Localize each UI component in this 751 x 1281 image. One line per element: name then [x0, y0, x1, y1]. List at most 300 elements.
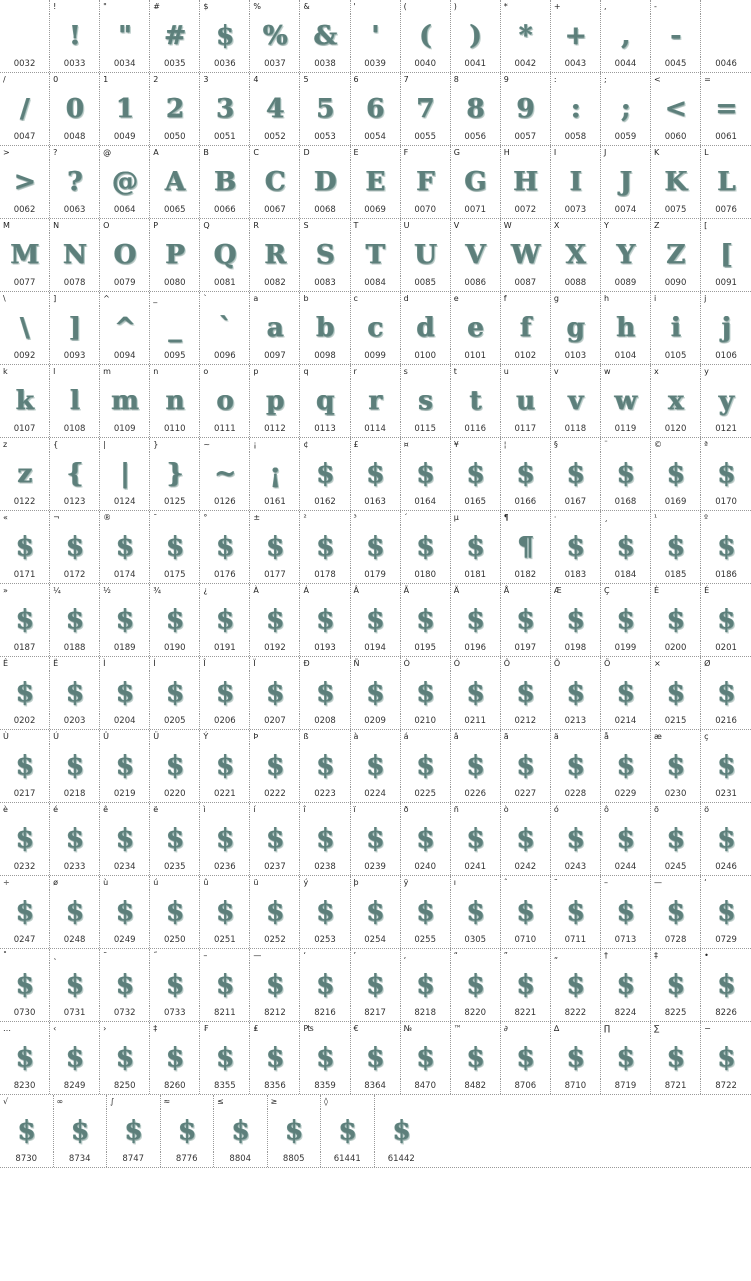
- char-code: 0079: [113, 278, 136, 288]
- charmap-cell-glyph[interactable]: [50, 379, 100, 422]
- charmap-cell-glyph[interactable]: [501, 744, 551, 787]
- charmap-cell-glyph[interactable]: [200, 14, 250, 57]
- charmap-cell-code: [351, 641, 401, 656]
- charmap-cell-char: [551, 730, 601, 744]
- char-code: 8250: [113, 1081, 136, 1091]
- charmap-cell-glyph[interactable]: [351, 963, 401, 1006]
- charmap-cell-glyph[interactable]: [250, 598, 300, 641]
- charmap-cell-glyph[interactable]: [401, 1036, 451, 1079]
- char-preview: ý: [303, 878, 309, 887]
- charmap-cell-glyph[interactable]: [701, 87, 751, 130]
- charmap-cell-glyph[interactable]: [200, 671, 250, 714]
- glyph-render: ¶: [517, 531, 534, 562]
- charmap-cell-glyph[interactable]: [200, 890, 250, 933]
- charmap-cell-glyph[interactable]: [401, 14, 451, 57]
- charmap-cell-glyph[interactable]: [551, 379, 601, 422]
- charmap-cell-glyph[interactable]: [601, 160, 651, 203]
- char-code: 0126: [214, 497, 236, 507]
- charmap-cell-glyph[interactable]: [601, 1036, 651, 1079]
- charmap-cell-glyph[interactable]: [100, 963, 150, 1006]
- glyph-render: $: [392, 1115, 410, 1146]
- charmap-cell-glyph[interactable]: [0, 87, 50, 130]
- charmap-cell-glyph[interactable]: [701, 233, 751, 276]
- charmap-cell-char: [501, 438, 551, 452]
- charmap-cell-glyph[interactable]: [100, 525, 150, 568]
- charmap-cell-glyph[interactable]: [200, 306, 250, 349]
- charmap-cell-glyph[interactable]: [651, 890, 701, 933]
- charmap-cell-glyph[interactable]: [451, 14, 501, 57]
- charmap-cell-glyph[interactable]: [651, 160, 701, 203]
- charmap-cell-glyph[interactable]: [150, 744, 200, 787]
- charmap-cell-glyph[interactable]: [250, 890, 300, 933]
- charmap-cell-glyph[interactable]: [0, 598, 50, 641]
- char-preview: Ò: [403, 659, 410, 668]
- charmap-cell-glyph[interactable]: [300, 1036, 350, 1079]
- charmap-cell-glyph[interactable]: [250, 744, 300, 787]
- charmap-cell-glyph[interactable]: [701, 598, 751, 641]
- charmap-cell-glyph[interactable]: [100, 233, 150, 276]
- charmap-cell-glyph[interactable]: [100, 160, 150, 203]
- char-code: 0044: [614, 59, 637, 69]
- charmap-cell-glyph[interactable]: [401, 452, 451, 495]
- glyph-render: i: [671, 312, 680, 343]
- charmap-cell-glyph[interactable]: [351, 306, 401, 349]
- charmap-cell-glyph[interactable]: [501, 379, 551, 422]
- charmap-cell-glyph[interactable]: [501, 160, 551, 203]
- charmap-cell-glyph[interactable]: [551, 1036, 601, 1079]
- charmap-cell-glyph[interactable]: [300, 671, 350, 714]
- charmap-cell-glyph[interactable]: [250, 963, 300, 1006]
- charmap-cell-code: [150, 933, 200, 948]
- charmap-cell-glyph[interactable]: [250, 452, 300, 495]
- char-preview: €: [353, 1024, 359, 1033]
- charmap-cell-glyph[interactable]: [100, 817, 150, 860]
- charmap-cell-glyph[interactable]: [501, 14, 551, 57]
- charmap-cell-glyph[interactable]: [651, 671, 701, 714]
- charmap-cell-glyph[interactable]: [701, 14, 751, 57]
- glyph-render: $: [416, 969, 434, 1000]
- glyph-render: =: [715, 93, 737, 124]
- charmap-cell-glyph[interactable]: [50, 890, 100, 933]
- charmap-cell-glyph[interactable]: [250, 306, 300, 349]
- charmap-cell-glyph[interactable]: [161, 1109, 215, 1152]
- charmap-cell-glyph[interactable]: [601, 890, 651, 933]
- char-code: 0179: [364, 570, 386, 580]
- charmap-cell-glyph[interactable]: [0, 744, 50, 787]
- charmap-cell-glyph[interactable]: [451, 525, 501, 568]
- charmap-cell-glyph[interactable]: [551, 671, 601, 714]
- char-code: 0202: [13, 716, 36, 726]
- charmap-cell-glyph[interactable]: [375, 1109, 429, 1152]
- charmap-cell-glyph[interactable]: [451, 598, 501, 641]
- glyph-render: $: [66, 750, 84, 781]
- charmap-cell-glyph[interactable]: [601, 452, 651, 495]
- charmap-cell-glyph[interactable]: [200, 452, 250, 495]
- char-preview: ‘: [704, 878, 707, 887]
- charmap-cell-glyph[interactable]: [701, 452, 751, 495]
- charmap-cell-char: [551, 146, 601, 160]
- charmap-cell-glyph[interactable]: [651, 963, 701, 1006]
- charmap-cell-code: [501, 495, 551, 510]
- charmap-cell-glyph[interactable]: [501, 1036, 551, 1079]
- charmap-cell-glyph[interactable]: [0, 1036, 50, 1079]
- charmap-cell-glyph[interactable]: [0, 963, 50, 1006]
- charmap-cell-glyph[interactable]: [351, 525, 401, 568]
- charmap-cell-glyph[interactable]: [0, 160, 50, 203]
- charmap-cell-char: [150, 1022, 200, 1036]
- charmap-cell-glyph[interactable]: [250, 671, 300, 714]
- charmap-cell-glyph[interactable]: [701, 306, 751, 349]
- charmap-cell-glyph[interactable]: [551, 744, 601, 787]
- charmap-cell-glyph[interactable]: [651, 87, 701, 130]
- charmap-cell-code: [501, 860, 551, 875]
- charmap-cell-glyph[interactable]: [651, 233, 701, 276]
- charmap-cell-glyph[interactable]: [401, 306, 451, 349]
- charmap-cell-glyph[interactable]: [701, 379, 751, 422]
- charmap-cell-glyph[interactable]: [50, 744, 100, 787]
- charmap-cell-glyph[interactable]: [200, 744, 250, 787]
- charmap-cell-glyph[interactable]: [351, 379, 401, 422]
- charmap-cell-glyph[interactable]: [150, 963, 200, 1006]
- charmap-cell-glyph[interactable]: [651, 452, 701, 495]
- charmap-cell-glyph[interactable]: [250, 87, 300, 130]
- charmap-cell-glyph[interactable]: [100, 379, 150, 422]
- charmap-cell-char: [451, 1022, 501, 1036]
- charmap-cell-glyph[interactable]: [50, 963, 100, 1006]
- charmap-cell-glyph[interactable]: [250, 160, 300, 203]
- charmap-cell-glyph[interactable]: [501, 233, 551, 276]
- charmap-cell-glyph[interactable]: [250, 1036, 300, 1079]
- glyph-render: o: [216, 385, 234, 416]
- charmap-cell-glyph[interactable]: [0, 306, 50, 349]
- charmap-cell-glyph[interactable]: [50, 1036, 100, 1079]
- charmap-cell-glyph[interactable]: [351, 160, 401, 203]
- charmap-cell-glyph[interactable]: [150, 306, 200, 349]
- char-code: 0060: [664, 132, 687, 142]
- charmap-cell-glyph[interactable]: [100, 306, 150, 349]
- charmap-cell-glyph[interactable]: [701, 817, 751, 860]
- char-preview: ª: [704, 440, 708, 449]
- charmap-cell-glyph[interactable]: [451, 379, 501, 422]
- charmap-cell-glyph[interactable]: [701, 744, 751, 787]
- charmap-cell-char: [250, 584, 300, 598]
- charmap-cell-glyph[interactable]: [200, 1036, 250, 1079]
- char-code: 0224: [364, 789, 386, 799]
- charmap-cell-glyph[interactable]: [501, 452, 551, 495]
- charmap-cell-glyph[interactable]: [100, 890, 150, 933]
- charmap-cell-glyph[interactable]: [551, 306, 601, 349]
- charmap-cell-code: [551, 495, 601, 510]
- charmap-cell-glyph[interactable]: [0, 525, 50, 568]
- charmap-cell-glyph[interactable]: [300, 160, 350, 203]
- charmap-cell-glyph[interactable]: [300, 233, 350, 276]
- charmap-cell-glyph[interactable]: [551, 598, 601, 641]
- charmap-cell-glyph[interactable]: [50, 14, 100, 57]
- charmap-cell-glyph[interactable]: [250, 817, 300, 860]
- charmap-cell-glyph[interactable]: [200, 598, 250, 641]
- charmap-cell-glyph[interactable]: [651, 379, 701, 422]
- charmap-cell-glyph[interactable]: [551, 525, 601, 568]
- charmap-cell-glyph[interactable]: [200, 379, 250, 422]
- charmap-cell-glyph[interactable]: [501, 890, 551, 933]
- charmap-cell-glyph[interactable]: [150, 525, 200, 568]
- charmap-cell-glyph[interactable]: [501, 525, 551, 568]
- charmap-cell-glyph[interactable]: [651, 525, 701, 568]
- charmap-cell-glyph[interactable]: [50, 160, 100, 203]
- charmap-cell-glyph[interactable]: [401, 744, 451, 787]
- charmap-cell-glyph[interactable]: [0, 379, 50, 422]
- charmap-cell-char: [50, 511, 100, 525]
- charmap-cell-glyph[interactable]: [601, 744, 651, 787]
- charmap-cell-glyph[interactable]: [300, 598, 350, 641]
- charmap-cell-glyph[interactable]: [501, 598, 551, 641]
- char-code: 0185: [664, 570, 687, 580]
- charmap-cell-char: [100, 0, 150, 14]
- charmap-cell-glyph[interactable]: [501, 671, 551, 714]
- char-code: 0194: [364, 643, 386, 653]
- charmap-cell-glyph[interactable]: [250, 233, 300, 276]
- charmap-cell-glyph[interactable]: [100, 671, 150, 714]
- charmap-cell-glyph[interactable]: [150, 817, 200, 860]
- charmap-cell-char: [100, 73, 150, 87]
- charmap-cell-glyph[interactable]: [150, 160, 200, 203]
- charmap-cell-glyph[interactable]: [150, 87, 200, 130]
- charmap-cell-code: [351, 349, 401, 364]
- charmap-cell-glyph[interactable]: [351, 817, 401, 860]
- charmap-row-chars: [0, 876, 751, 890]
- charmap-cell-char: [601, 511, 651, 525]
- charmap-cell-glyph[interactable]: [200, 817, 250, 860]
- charmap-cell-glyph[interactable]: [451, 1036, 501, 1079]
- charmap-cell-glyph[interactable]: [651, 1036, 701, 1079]
- glyph-render: $: [17, 1115, 35, 1146]
- charmap-cell-glyph[interactable]: [0, 817, 50, 860]
- charmap-cell-char: [451, 0, 501, 14]
- charmap-cell-glyph[interactable]: [50, 452, 100, 495]
- charmap-cell-glyph[interactable]: [551, 87, 601, 130]
- charmap-cell-glyph[interactable]: [351, 452, 401, 495]
- charmap-cell-glyph[interactable]: [50, 87, 100, 130]
- charmap-cell-glyph[interactable]: [651, 817, 701, 860]
- charmap-cell-glyph[interactable]: [300, 87, 350, 130]
- charmap-cell-glyph[interactable]: [551, 233, 601, 276]
- char-code: 0094: [113, 351, 136, 361]
- charmap-cell-glyph[interactable]: [701, 1036, 751, 1079]
- char-code: 0076: [715, 205, 737, 215]
- charmap-cell-glyph[interactable]: [601, 233, 651, 276]
- charmap-cell-char: [451, 73, 501, 87]
- charmap-cell-glyph[interactable]: [551, 452, 601, 495]
- charmap-cell-glyph[interactable]: [601, 379, 651, 422]
- charmap-cell-glyph[interactable]: [300, 379, 350, 422]
- charmap-cell-glyph[interactable]: [551, 963, 601, 1006]
- charmap-cell-code: [50, 1079, 100, 1094]
- charmap-cell-char: [54, 1095, 108, 1109]
- char-code: 0201: [715, 643, 737, 653]
- charmap-cell-glyph[interactable]: [401, 671, 451, 714]
- charmap-cell-glyph[interactable]: [701, 525, 751, 568]
- char-preview: r: [353, 367, 357, 376]
- charmap-cell-glyph[interactable]: [351, 671, 401, 714]
- charmap-cell-glyph[interactable]: [601, 525, 651, 568]
- charmap-cell-glyph[interactable]: [50, 525, 100, 568]
- charmap-cell-char: [50, 219, 100, 233]
- charmap-cell-glyph[interactable]: [214, 1109, 268, 1152]
- charmap-cell-glyph[interactable]: [451, 233, 501, 276]
- charmap-cell-glyph[interactable]: [701, 671, 751, 714]
- charmap-cell-glyph[interactable]: [451, 160, 501, 203]
- charmap-cell-glyph[interactable]: [501, 817, 551, 860]
- charmap-cell-glyph[interactable]: [250, 379, 300, 422]
- charmap-cell-glyph[interactable]: [300, 817, 350, 860]
- char-preview: ∆: [553, 1024, 560, 1033]
- charmap-cell-glyph[interactable]: [100, 1036, 150, 1079]
- char-preview: Ø: [704, 659, 711, 668]
- glyph-render: $: [166, 750, 184, 781]
- charmap-cell-glyph[interactable]: [601, 817, 651, 860]
- charmap-cell-glyph[interactable]: [551, 890, 601, 933]
- charmap-cell-glyph[interactable]: [451, 671, 501, 714]
- charmap-cell-glyph[interactable]: [451, 963, 501, 1006]
- charmap-cell-glyph[interactable]: [150, 890, 200, 933]
- charmap-cell-glyph[interactable]: [100, 14, 150, 57]
- charmap-cell-glyph[interactable]: [0, 890, 50, 933]
- charmap-cell-glyph[interactable]: [651, 306, 701, 349]
- charmap-cell-glyph[interactable]: [351, 744, 401, 787]
- charmap-cell-glyph[interactable]: [150, 379, 200, 422]
- charmap-cell-glyph[interactable]: [250, 525, 300, 568]
- charmap-cell-glyph[interactable]: [401, 598, 451, 641]
- charmap-cell-glyph[interactable]: [150, 233, 200, 276]
- charmap-cell-glyph[interactable]: [501, 306, 551, 349]
- charmap-cell-glyph[interactable]: [0, 14, 50, 57]
- charmap-cell-glyph[interactable]: [701, 890, 751, 933]
- charmap-cell-glyph[interactable]: [351, 1036, 401, 1079]
- char-code: 0078: [63, 278, 86, 288]
- charmap-cell-glyph[interactable]: [401, 890, 451, 933]
- charmap-cell-glyph[interactable]: [107, 1109, 161, 1152]
- charmap-cell-glyph[interactable]: [401, 379, 451, 422]
- charmap-cell-glyph[interactable]: [150, 598, 200, 641]
- charmap-cell-glyph[interactable]: [451, 890, 501, 933]
- charmap-cell-glyph[interactable]: [150, 1036, 200, 1079]
- charmap-cell-glyph[interactable]: [701, 160, 751, 203]
- charmap-cell-glyph[interactable]: [651, 744, 701, 787]
- charmap-cell-glyph[interactable]: [200, 160, 250, 203]
- charmap-cell-glyph[interactable]: [551, 14, 601, 57]
- charmap-cell-glyph[interactable]: [351, 87, 401, 130]
- charmap-cell-glyph[interactable]: [701, 963, 751, 1006]
- charmap-cell-glyph[interactable]: [150, 14, 200, 57]
- charmap-cell-glyph[interactable]: [54, 1109, 108, 1152]
- charmap-cell-glyph[interactable]: [200, 233, 250, 276]
- charmap-cell-glyph[interactable]: [601, 87, 651, 130]
- charmap-cell-code: [50, 203, 100, 218]
- charmap-cell-glyph[interactable]: [300, 525, 350, 568]
- charmap-cell-glyph[interactable]: [150, 452, 200, 495]
- char-code: 0057: [514, 132, 537, 142]
- charmap-cell-glyph[interactable]: [100, 452, 150, 495]
- charmap-cell-glyph[interactable]: [300, 14, 350, 57]
- charmap-cell-glyph[interactable]: [0, 233, 50, 276]
- charmap-cell-glyph[interactable]: [0, 452, 50, 495]
- charmap-cell-glyph[interactable]: [200, 87, 250, 130]
- charmap-cell-glyph[interactable]: [551, 817, 601, 860]
- charmap-cell-glyph[interactable]: [321, 1109, 375, 1152]
- glyph-render: $: [266, 969, 284, 1000]
- charmap-cell-glyph[interactable]: [50, 233, 100, 276]
- charmap-cell-glyph[interactable]: [100, 598, 150, 641]
- charmap-cell-glyph[interactable]: [601, 963, 651, 1006]
- charmap-cell-glyph[interactable]: [0, 1109, 54, 1152]
- charmap-cell-glyph[interactable]: [200, 525, 250, 568]
- charmap-cell-glyph[interactable]: [401, 233, 451, 276]
- charmap-cell-glyph[interactable]: [300, 744, 350, 787]
- charmap-cell-glyph[interactable]: [451, 87, 501, 130]
- charmap-cell-glyph[interactable]: [100, 744, 150, 787]
- charmap-cell-glyph[interactable]: [200, 963, 250, 1006]
- char-preview: Î: [203, 659, 206, 668]
- charmap-cell-glyph[interactable]: [601, 671, 651, 714]
- charmap-cell-glyph[interactable]: [451, 817, 501, 860]
- charmap-cell-glyph[interactable]: [0, 671, 50, 714]
- charmap-cell-glyph[interactable]: [501, 963, 551, 1006]
- charmap-cell-glyph[interactable]: [300, 306, 350, 349]
- glyph-render: $: [116, 604, 134, 635]
- charmap-cell-glyph[interactable]: [250, 14, 300, 57]
- charmap-cell-glyph[interactable]: [50, 598, 100, 641]
- charmap-cell-glyph[interactable]: [401, 87, 451, 130]
- charmap-cell-glyph[interactable]: [50, 306, 100, 349]
- charmap-cell-glyph[interactable]: [50, 817, 100, 860]
- charmap-cell-glyph[interactable]: [551, 160, 601, 203]
- charmap-cell-glyph[interactable]: [401, 817, 451, 860]
- charmap-cell-glyph[interactable]: [601, 306, 651, 349]
- charmap-cell-glyph[interactable]: [401, 963, 451, 1006]
- charmap-cell-glyph[interactable]: [451, 306, 501, 349]
- charmap-cell-glyph[interactable]: [50, 671, 100, 714]
- charmap-cell-glyph[interactable]: [300, 963, 350, 1006]
- charmap-cell-glyph[interactable]: [601, 598, 651, 641]
- charmap-cell-glyph[interactable]: [351, 598, 401, 641]
- charmap-cell-glyph[interactable]: [351, 14, 401, 57]
- charmap-cell-glyph[interactable]: [300, 890, 350, 933]
- char-code: 8260: [163, 1081, 186, 1091]
- char-preview: —: [654, 878, 663, 887]
- charmap-row-chars: [0, 1095, 751, 1109]
- charmap-cell-glyph[interactable]: [651, 598, 701, 641]
- charmap-cell-glyph[interactable]: [351, 233, 401, 276]
- charmap-cell-glyph[interactable]: [651, 14, 701, 57]
- charmap-cell-glyph[interactable]: [401, 525, 451, 568]
- charmap-cell-glyph[interactable]: [451, 744, 501, 787]
- charmap-cell-glyph[interactable]: [268, 1109, 322, 1152]
- charmap-cell-glyph[interactable]: [401, 160, 451, 203]
- charmap-cell-code: [250, 641, 300, 656]
- charmap-cell-glyph[interactable]: [501, 87, 551, 130]
- glyph-render: 7: [416, 93, 434, 124]
- charmap-cell-glyph[interactable]: [300, 452, 350, 495]
- char-code: 0195: [414, 643, 436, 653]
- charmap-cell-glyph[interactable]: [100, 87, 150, 130]
- charmap-cell-code: [250, 568, 300, 583]
- char-code: 0111: [214, 424, 236, 434]
- charmap-cell-glyph[interactable]: [150, 671, 200, 714]
- charmap-cell-glyph[interactable]: [451, 452, 501, 495]
- charmap-cell-glyph[interactable]: [351, 890, 401, 933]
- charmap-cell-glyph[interactable]: [601, 14, 651, 57]
- glyph-render: $: [366, 604, 384, 635]
